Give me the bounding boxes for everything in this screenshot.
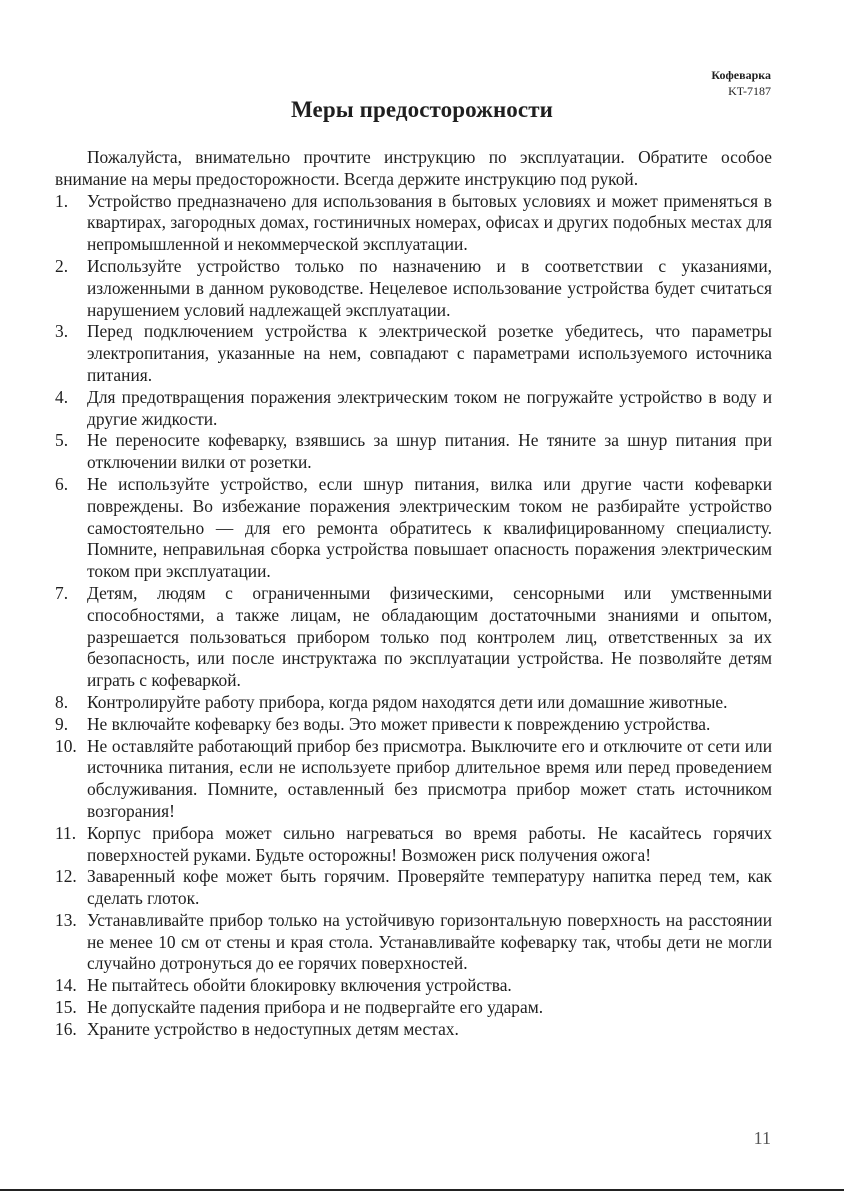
item-text: Не переносите кофеварку, взявшись за шнур питания. Не тяните за шнур питания при отключении вилки от розетки. <box>87 430 772 473</box>
item-number: 16. <box>55 1018 77 1039</box>
list-item <box>55 430 772 474</box>
product-name: Кофеварка <box>711 68 771 82</box>
list-item <box>55 910 772 975</box>
list-item <box>55 714 772 736</box>
page-number: 11 <box>753 1128 771 1148</box>
list-item <box>55 692 772 714</box>
item-number: 10. <box>55 735 77 756</box>
item-number: 5. <box>55 430 69 451</box>
list-item <box>55 1019 772 1041</box>
item-text: Не используйте устройство, если шнур питания, вилка или другие части кофеварки повреждены. Во избежание поражения электрическим током не разбирайте устройство самостоятельно — для его ремонта обратитесь к квалифицированному специалисту. Помните, неправильная сборка устройства повышает опасность поражения электрическим током при эксплуатации. <box>87 473 772 582</box>
item-number: 3. <box>55 321 69 342</box>
document-body <box>55 147 772 1041</box>
item-number: 6. <box>55 473 69 494</box>
item-text: Контролируйте работу прибора, когда рядом находятся дети или домашние животные. <box>87 691 728 712</box>
item-text: Не оставляйте работающий прибор без присмотра. Выключите его и отключите от сети или источника питания, если не используете прибор длительное время или перед проведением обслуживания. Помните, оставленный без присмотра прибор может стать источником возгорания! <box>87 735 772 821</box>
item-text: Для предотвращения поражения электрическим током не погружайте устройство в воду и другие жидкости. <box>87 386 772 429</box>
item-text: Заваренный кофе может быть горячим. Проверяйте температуру напитка перед тем, как сделать глоток. <box>87 866 772 909</box>
item-text: Не включайте кофеварку без воды. Это может привести к повреждению устройства. <box>87 713 711 734</box>
item-text: Устанавливайте прибор только на устойчивую горизонтальную поверхность на расстоянии не менее 10 см от стены и края стола. Устанавливайте кофеварку так, чтобы дети не могли случайно дотронуться до ее горячих поверхностей. <box>87 909 772 974</box>
item-text: Детям, людям с ограниченными физическими, сенсорными или умственными способностями, а также лицам, не обладающим достаточными знаниями и опытом, разрешается пользоваться прибором только под контролем лиц, ответственных за их безопасность, или после инструктажа по эксплуатации устройства. Не позволяйте детям играть с кофеваркой. <box>87 582 772 691</box>
item-number: 11. <box>55 822 77 843</box>
list-item <box>55 866 772 910</box>
item-text: Перед подключением устройства к электрической розетке убедитесь, что параметры электропитания, указанные на нем, совпадают с параметрами используемого источника питания. <box>87 321 772 385</box>
list-item <box>55 583 772 692</box>
item-text: Используйте устройство только по назначению и в соответствии с указаниями, изложенными в данном руководстве. Нецелевое использование устройства будет считаться нарушением условий надлежащей эксплуатации. <box>87 255 772 320</box>
list-item <box>55 474 772 583</box>
list-item <box>55 191 772 256</box>
item-text: Устройство предназначено для использования в бытовых условиях и может применяться в квартирах, загородных домах, гостиничных номерах, офисах и других подобных местах для непромышленной и некоммерческой эксплуатации. <box>87 190 772 255</box>
list-item <box>55 256 772 321</box>
item-number: 4. <box>55 386 69 407</box>
item-number: 12. <box>55 866 77 887</box>
page-header <box>711 67 771 99</box>
item-number: 13. <box>55 909 77 930</box>
item-text: Корпус прибора может сильно нагреваться во время работы. Не касайтесь горячих поверхностей руками. Будьте осторожны! Возможен риск получения ожога! <box>87 822 772 865</box>
item-number: 1. <box>55 190 69 211</box>
item-text: Не пытайтесь обойти блокировку включения устройства. <box>87 975 512 996</box>
list-item <box>55 823 772 867</box>
page-title: Меры предосторожности <box>291 97 553 122</box>
list-item <box>55 321 772 386</box>
list-item <box>55 736 772 823</box>
list-item <box>55 975 772 997</box>
list-item <box>55 997 772 1019</box>
item-text: Храните устройство в недоступных детям местах. <box>87 1018 459 1039</box>
item-number: 9. <box>55 713 69 734</box>
list-item <box>55 387 772 431</box>
item-number: 14. <box>55 975 77 996</box>
item-number: 15. <box>55 997 77 1018</box>
item-number: 7. <box>55 582 69 603</box>
model-number: KT-7187 <box>728 84 771 98</box>
bottom-rule <box>0 1189 844 1191</box>
item-number: 2. <box>55 255 69 276</box>
item-text: Не допускайте падения прибора и не подвергайте его ударам. <box>87 997 544 1018</box>
intro-paragraph: Пожалуйста, внимательно прочтите инструкцию по эксплуатации. Обратите особое внимание на меры предосторожности. Всегда держите инструкцию под рукой. <box>55 147 772 189</box>
precautions-list <box>55 191 772 1041</box>
item-number: 8. <box>55 691 69 712</box>
